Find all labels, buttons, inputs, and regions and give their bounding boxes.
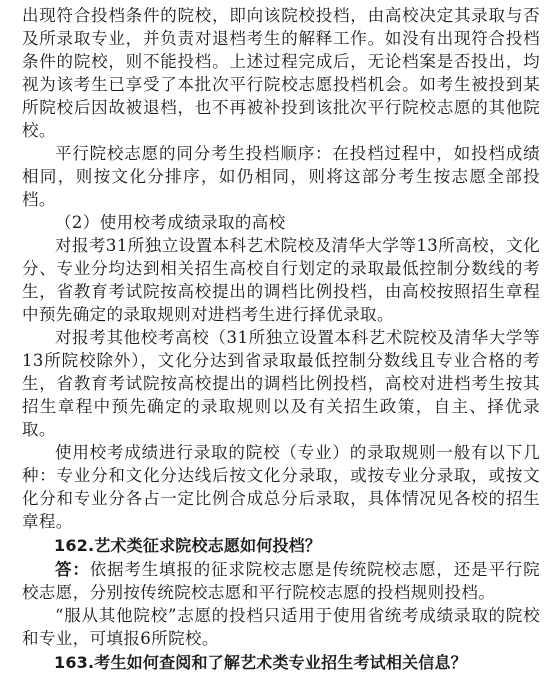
- subsection-school-exam-heading: （2）使用校考成绩录取的高校: [55, 213, 286, 232]
- paragraph-31-art-schools: 对报考31所独立设置本科艺术院校及清华大学等13所高校，文化分、专业分均达到相关招生高校自行划定的录取最低控制分数线的考生，省教育考试院按高校提出的调档比例投档，由高校按照招生章程中预先确定的录取规则对进档考生进行择优录取。: [22, 236, 540, 324]
- question-162-heading: 162.艺术类征求院校志愿如何投档？: [54, 536, 322, 555]
- question-162-note: “服从其他院校”志愿的投档只适用于使用省统考成绩录取的院校和专业，可填报6所院校。: [22, 606, 540, 648]
- answer-text: 依据考生填报的征求院校志愿是传统院校志愿，还是平行院校志愿，分别按传统院校志愿和平行院校志愿的投档规则投档。: [22, 560, 540, 602]
- paragraph-parallel-admission-process: 出现符合投档条件的院校，即向该院校投档，由高校决定其录取与否及所录取专业，并负责对退档考生的解释工作。如没有出现符合投档条件的院校，则不能投档。上述过程完成后，无论档案是否投出，均视为该考生已享受了本批次平行院校志愿投档机会。如考生被投到某所院校后因故被退档，也不再被补投到该批次平行院校志愿的其他院校。: [22, 6, 540, 140]
- question-162-answer: [22, 558, 540, 604]
- document-page: [22, 4, 540, 675]
- answer-label: 答：: [55, 560, 90, 579]
- question-163-heading: 163.考生如何查阅和了解艺术类专业招生考试相关信息？: [54, 653, 467, 672]
- paragraph-admission-rules: 使用校考成绩进行录取的院校（专业）的录取规则一般有以下几种：专业分和文化分达线后按文化分录取，或按专业分录取，或按文化分和专业分各占一定比例合成总分后录取，具体情况见各校的招生章程。: [22, 443, 540, 531]
- paragraph-other-school-exams: 对报考其他校考高校（31所独立设置本科艺术院校及清华大学等13所院校除外），文化分达到省录取最低控制分数线且专业合格的考生，省教育考试院按高校提出的调档比例投档，高校对进档考生按其招生章程中预先确定的录取规则以及有关招生政策，自主、择优录取。: [22, 328, 540, 439]
- paragraph-same-score-order: 平行院校志愿的同分考生投档顺序：在投档过程中，如投档成绩相同，则按文化分排序，如仍相同，则将这部分考生按志愿全部投档。: [22, 144, 540, 209]
